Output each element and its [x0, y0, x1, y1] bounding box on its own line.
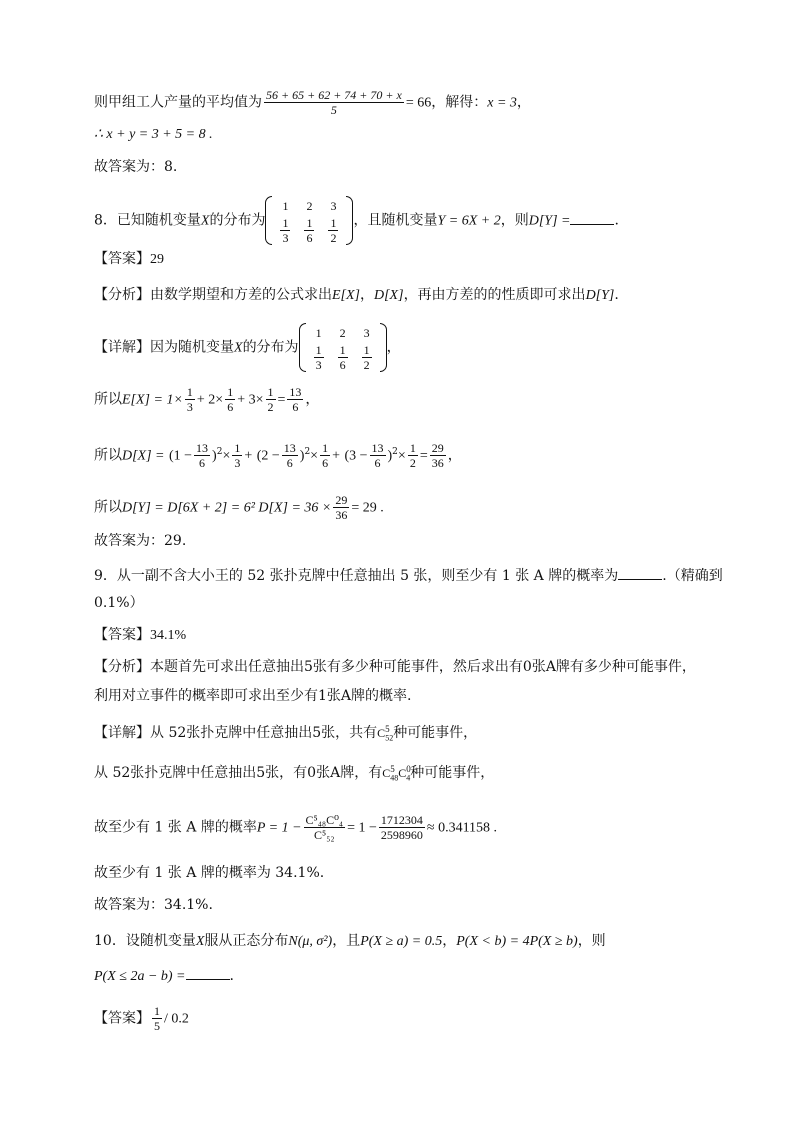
probability-line: 故至少有 1 张 A 牌的概率P = 1 − $\frac{\text{C⁵₄₈C⁰₄}}{\text{C⁵₅₂}}$ = 1 − $\frac{1712304}{2598960}$ ≈ 0.341158 .: [94, 813, 498, 842]
question-10-cont: P(X ≤ 2a − b) = .: [94, 965, 234, 987]
answer-blank: [618, 565, 662, 580]
analysis-9: 【分析】本题首先可求出任意抽出5张有多少种可能事件，然后求出有0张A牌有多少种可能事件，: [94, 659, 696, 675]
analysis-8: 【分析】由数学期望和方差的公式求出E[X]，D[X]，再由方差的的性质即可求出D[Y].: [94, 287, 619, 303]
conclusion-line: 故至少有 1 张 A 牌的概率为 34.1%.: [94, 865, 325, 881]
question-8: 8．已知随机变量X的分布为 1 2 3 $\frac{1}{3}$ $\frac{1}{6}$ $\frac{1}{2}$ ，且随机变量Y = 6X + 2，则D[Y] = .: [94, 196, 619, 245]
expectation-line: 所以E[X] = 1× $\frac{1}{3}$ + 2× $\frac{1}{6}$ + 3× $\frac{1}{2}$ = $\frac{13}{6}$ ，: [94, 385, 320, 414]
answer-line: 故答案为：34.1%.: [94, 897, 213, 913]
distribution-matrix: 1 2 3 $\frac{1}{3}$ $\frac{1}{6}$ $\frac{1}{2}$: [299, 323, 387, 372]
answer-blank: [570, 210, 614, 225]
answer-line: 故答案为：8.: [94, 159, 178, 175]
answer-9: 【答案】34.1%: [94, 627, 187, 643]
answer-line: 故答案为：29.: [94, 533, 187, 549]
text: 则甲组工人产量的平均值为: [94, 94, 262, 111]
line-sum: ∴ x + y = 3 + 5 = 8 .: [94, 127, 213, 142]
variance-y-line: 所以D[Y] = D[6X + 2] = 6² D[X] = 36 × $\frac{29}{36}$ = 29 .: [94, 493, 384, 522]
question-9: 9．从一副不含大小王的 52 张扑克牌中任意抽出 5 张，则至少有 1 张 A 牌的概率为 .（精确到: [94, 565, 723, 586]
question-9-cont: 0.1%）: [94, 595, 144, 611]
answer-10: 【答案】 $\frac{1}{5}$ / 0.2: [94, 1004, 189, 1033]
question-10: 10．设随机变量X服从正态分布N(μ, σ²)，且P(X ≥ a) = 0.5，P(X < b) = 4P(X ≥ b)，则: [94, 933, 606, 949]
detail-8: 【详解】因为随机变量X的分布为 1 2 3 $\frac{1}{3}$ $\frac{1}{6}$ $\frac{1}{2}$ ，: [94, 323, 401, 372]
detail-9-line2: 从 52张扑克牌中任意抽出5张，有0张A牌，有C 5 $_{48}$C 0 $_4$种可能事件，: [94, 764, 495, 783]
fraction: $\frac{56 + 65 + 62 + 74 + 70 + x}{5}$: [266, 88, 402, 117]
distribution-matrix: 1 2 3 $\frac{1}{3}$ $\frac{1}{6}$ $\frac{1}{2}$: [265, 196, 353, 245]
answer-8: 【答案】29: [94, 251, 164, 267]
answer-blank: [186, 965, 230, 980]
variance-line: 所以D[X] = (1 − $\frac{13}{6}$ )$^2$× $\frac{1}{3}$ + (2 − $\frac{13}{6}$ )$^2$× $\frac{1}{6}$ + (3 − $\frac{13}{6}$ )$^2$× $\frac{1}{2}$ = $\frac{29}{36}$ ，: [94, 441, 462, 470]
detail-9: 【详解】从 52张扑克牌中任意抽出5张，共有C 5 $_{52}$种可能事件，: [94, 724, 478, 743]
analysis-9-cont: 利用对立事件的概率即可求出至少有1张A牌的概率.: [94, 688, 412, 704]
line-mean: 则甲组工人产量的平均值为 $\frac{56 + 65 + 62 + 74 + 70 + x}{5}$ = 66，解得：x = 3，: [94, 88, 531, 117]
